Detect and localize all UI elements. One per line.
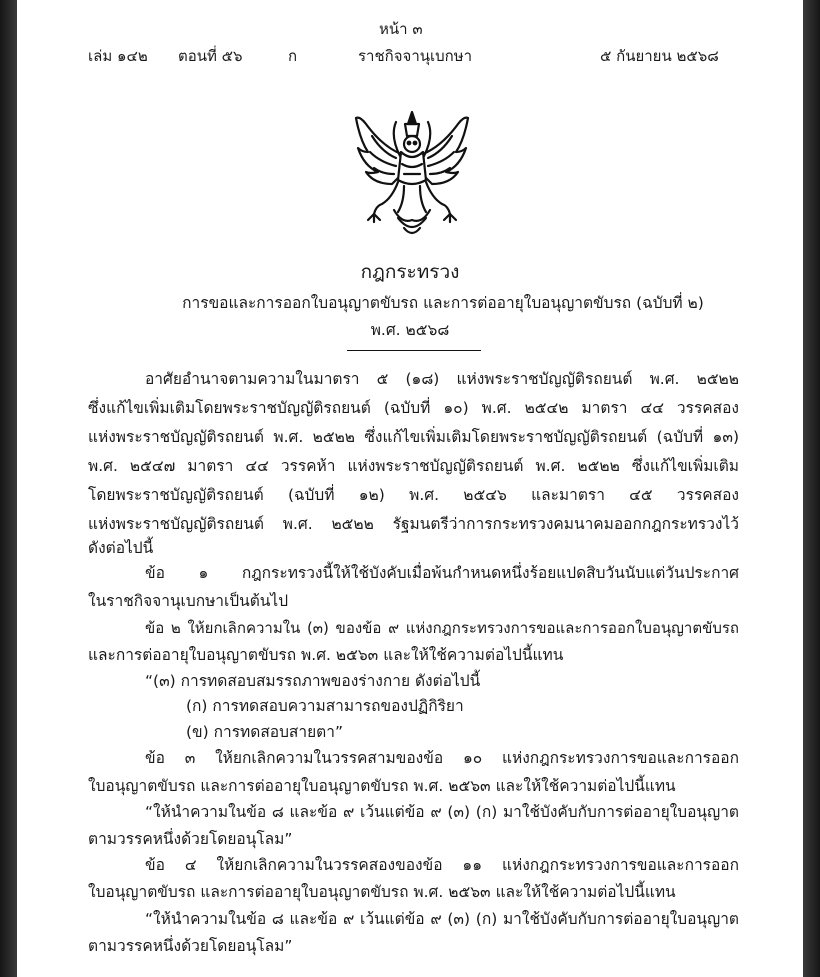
quoted-line: (ก) การทดสอบความสามารถของปฏิกิริยา	[186, 697, 464, 715]
clause-line: ข้อ ๔ ให้ยกเลิกความในวรรคสองของข้อ ๑๑ แห่งกฎกระทรวงการขอและการออก	[145, 856, 739, 874]
document-year: พ.ศ. ๒๕๖๘	[370, 321, 450, 339]
quoted-line: “ให้นำความในข้อ ๘ และข้อ ๙ เว้นแต่ข้อ ๙ (๓) (ก) มาใช้บังคับกับการต่ออายุใบอนุญาต	[145, 910, 739, 928]
body-line: ใบอนุญาตขับรถ และการต่ออายุใบอนุญาตขับรถ พ.ศ. ๒๕๖๓ และให้ใช้ความต่อไปนี้แทน	[88, 883, 676, 901]
right-frame-border	[803, 0, 820, 977]
part-label: ก	[288, 47, 298, 65]
publication-date: ๕ กันยายน ๒๕๖๘	[600, 47, 719, 65]
section-label: ตอนที่ ๕๖	[178, 47, 243, 65]
quoted-line: “(๓) การทดสอบสมรรถภาพของร่างกาย ดังต่อไปนี้	[145, 672, 481, 690]
clause-line: ข้อ ๒ ให้ยกเลิกความใน (๓) ของข้อ ๙ แห่งกฎกระทรวงการขอและการออกใบอนุญาตขับรถ	[145, 619, 739, 637]
body-line: พ.ศ. ๒๕๔๗ มาตรา ๔๔ วรรคห้า แห่งพระราชบัญญัติรถยนต์ พ.ศ. ๒๕๒๒ ซึ่งแก้ไขเพิ่มเติม	[88, 457, 739, 475]
body-line: แห่งพระราชบัญญัติรถยนต์ พ.ศ. ๒๕๒๒ ซึ่งแก้ไขเพิ่มเติมโดยพระราชบัญญัติรถยนต์ (ฉบับที่ ๑๓)	[88, 428, 739, 446]
document-title: กฎกระทรวง	[360, 261, 460, 283]
body-line: ซึ่งแก้ไขเพิ่มเติมโดยพระราชบัญญัติรถยนต์ (ฉบับที่ ๑๐) พ.ศ. ๒๕๔๒ มาตรา ๔๔ วรรคสอง	[88, 399, 739, 417]
body-line: แห่งพระราชบัญญัติรถยนต์ พ.ศ. ๒๕๒๒ รัฐมนตรีว่าการกระทรวงคมนาคมออกกฎกระทรวงไว้	[88, 515, 739, 533]
body-line: ใบอนุญาตขับรถ และการต่ออายุใบอนุญาตขับรถ พ.ศ. ๒๕๖๓ และให้ใช้ความต่อไปนี้แทน	[88, 777, 676, 795]
clause-line: ข้อ ๑ กฎกระทรวงนี้ให้ใช้บังคับเมื่อพ้นกำหนดหนึ่งร้อยแปดสิบวันนับแต่วันประกาศ	[145, 564, 739, 582]
left-frame-border	[0, 0, 17, 977]
clause-line: ข้อ ๓ ให้ยกเลิกความในวรรคสามของข้อ ๑๐ แห่งกฎกระทรวงการขอและการออก	[145, 749, 739, 767]
quoted-line: (ข) การทดสอบสายตา”	[186, 723, 343, 741]
title-divider	[347, 350, 481, 351]
body-line: โดยพระราชบัญญัติรถยนต์ (ฉบับที่ ๑๒) พ.ศ. ๒๕๔๖ และมาตรา ๔๕ วรรคสอง	[88, 486, 739, 504]
garuda-emblem-icon	[352, 106, 472, 240]
body-line: ตามวรรคหนึ่งด้วยโดยอนุโลม”	[88, 937, 293, 955]
page-number: หน้า ๓	[379, 20, 423, 38]
body-line: ในราชกิจจานุเบกษาเป็นต้นไป	[88, 592, 289, 610]
body-line: ดังต่อไปนี้	[88, 539, 154, 557]
gazette-name: ราชกิจจานุเบกษา	[358, 47, 473, 65]
document-subtitle: การขอและการออกใบอนุญาตขับรถ และการต่ออายุใบอนุญาตขับรถ (ฉบับที่ ๒)	[182, 294, 704, 312]
body-line: และการต่ออายุใบอนุญาตขับรถ พ.ศ. ๒๕๖๓ และให้ใช้ความต่อไปนี้แทน	[88, 646, 564, 664]
quoted-line: “ให้นำความในข้อ ๘ และข้อ ๙ เว้นแต่ข้อ ๙ (๓) (ก) มาใช้บังคับกับการต่ออายุใบอนุญาต	[145, 803, 739, 821]
body-line: อาศัยอำนาจตามความในมาตรา ๕ (๑๘) แห่งพระราชบัญญัติรถยนต์ พ.ศ. ๒๕๒๒	[145, 370, 739, 388]
body-line: ตามวรรคหนึ่งด้วยโดยอนุโลม”	[88, 830, 293, 848]
volume-label: เล่ม ๑๔๒	[88, 47, 148, 65]
